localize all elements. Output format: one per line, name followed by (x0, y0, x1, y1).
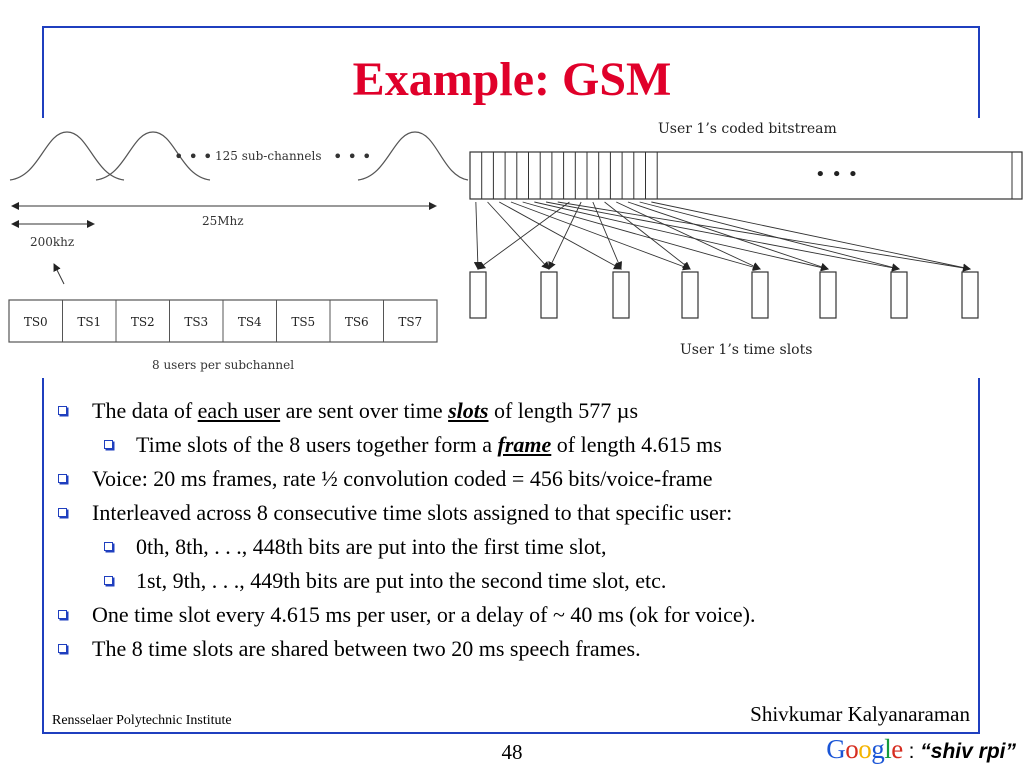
bullet-item: Voice: 20 ms frames, rate ½ convolution coded = 456 bits/voice-frame (54, 462, 974, 496)
interleave-arrow (534, 202, 828, 269)
bullet-item: The data of each user are sent over time slots of length 577 µs (54, 394, 974, 428)
google-search-hint: Google : “shiv rpi” (826, 734, 1016, 764)
subchannel-curve (10, 132, 124, 180)
time-slot-box (470, 272, 486, 318)
timeslot-cell-label: TS4 (237, 315, 262, 329)
bullet-item: One time slot every 4.615 ms per user, or a delay of ~ 40 ms (ok for voice). (54, 598, 974, 632)
interleave-arrow (640, 202, 899, 269)
time-slot-box (682, 272, 698, 318)
bullet-square-icon (104, 542, 113, 551)
bullet-square-icon (104, 440, 113, 449)
interleave-arrows (476, 202, 970, 269)
time-slot-box (541, 272, 557, 318)
bullet-square-icon (58, 508, 67, 517)
bitstream-label: User 1’s coded bitstream (658, 121, 837, 137)
interleave-arrow (628, 202, 828, 269)
bullet-square-icon (58, 406, 67, 415)
institute-name: Rensselaer Polytechnic Institute (52, 713, 232, 728)
interleave-arrow (549, 202, 581, 269)
search-query: “shiv rpi” (920, 740, 1016, 763)
interleave-arrow (616, 202, 760, 269)
time-slot-box (962, 272, 978, 318)
gsm-figure (0, 118, 1024, 380)
timeslot-cell-label: TS2 (130, 315, 155, 329)
interleave-arrow (651, 202, 970, 269)
interleave-arrow (546, 202, 899, 269)
timeslot-cell-label: TS1 (77, 315, 102, 329)
sub-bullet-item: 1st, 9th, . . ., 449th bits are put into the second time slot, etc. (54, 564, 974, 598)
time-slot-box (820, 272, 836, 318)
subchannels-label: 125 sub-channels (215, 149, 322, 163)
slide-title: Example: GSM (352, 53, 672, 106)
timeslot-cell-label: TS0 (23, 315, 48, 329)
bullet-list (54, 394, 974, 666)
google-logo: Google (826, 734, 903, 764)
bullet-item: Interleaved across 8 consecutive time slots assigned to that specific user: (54, 496, 974, 530)
users-caption: 8 users per subchannel (152, 358, 295, 372)
bitstream-bar (470, 152, 1022, 199)
timeslot-cell-label: TS5 (291, 315, 316, 329)
timeslots-label: User 1’s time slots (680, 342, 813, 358)
time-slot-box (752, 272, 768, 318)
bullet-square-icon (58, 610, 67, 619)
time-slot-boxes (470, 272, 978, 318)
timeslot-cell-label: TS6 (344, 315, 369, 329)
timeslot-cell-label: TS3 (184, 315, 209, 329)
bullet-square-icon (58, 644, 67, 653)
interleave-arrow (476, 202, 478, 269)
timeslot-cell-label: TS7 (398, 315, 423, 329)
time-slot-box (891, 272, 907, 318)
sub-bullet-item: Time slots of the 8 users together form a frame of length 4.615 ms (54, 428, 974, 462)
author-name: Shivkumar Kalyanaraman (750, 702, 970, 726)
bullet-square-icon (58, 474, 67, 483)
time-slot-box (613, 272, 629, 318)
bullet-item: The 8 time slots are shared between two 20 ms speech frames. (54, 632, 974, 666)
sub-bullet-item: 0th, 8th, . . ., 448th bits are put into the first time slot, (54, 530, 974, 564)
interleave-arrow (478, 202, 569, 269)
interleave-arrow (558, 202, 970, 269)
interleave-arrow (499, 202, 621, 269)
svg-text:• • •: • • • (333, 147, 372, 166)
subchannel-curve (358, 132, 468, 180)
svg-text:• • •: • • • (815, 164, 859, 185)
page-number: 48 (501, 740, 523, 764)
bullet-square-icon (104, 576, 113, 585)
bandwidth-label: 25Mhz (202, 214, 244, 228)
channel-width-label: 200khz (30, 235, 75, 249)
svg-text:• • •: • • • (174, 147, 213, 166)
